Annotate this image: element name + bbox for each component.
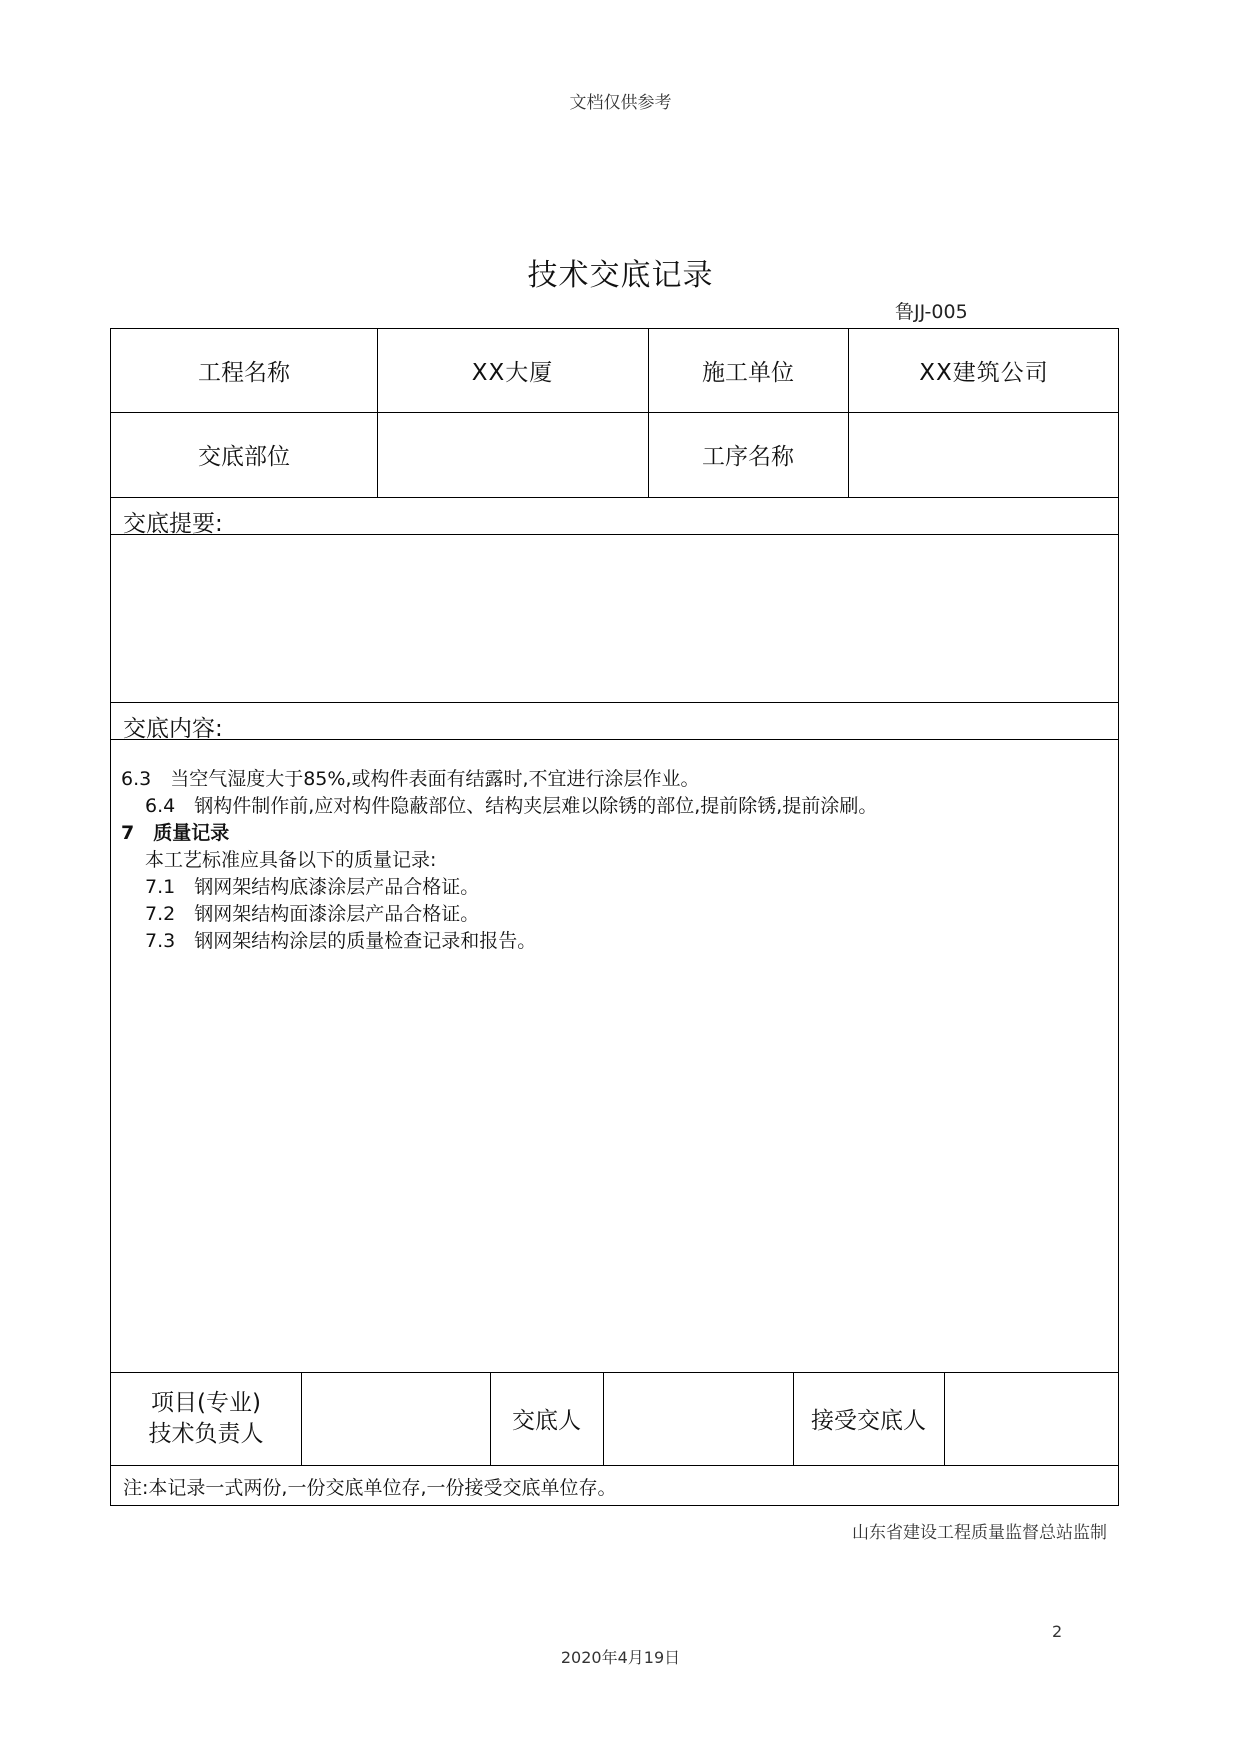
section-heading: 7 质量记录 <box>121 822 230 844</box>
row-divider <box>111 1465 1118 1466</box>
content-line: 7.1 钢网架结构底漆涂层产品合格证。 <box>145 876 480 898</box>
process-label: 工序名称 <box>702 444 794 470</box>
issuing-organization: 山东省建设工程质量监督总站监制 <box>852 1523 1107 1543</box>
content-line: 7.3 钢网架结构涂层的质量检查记录和报告。 <box>145 930 537 952</box>
row-divider <box>111 702 1118 703</box>
row-divider <box>111 497 1118 498</box>
project-name-label: 工程名称 <box>198 360 290 386</box>
process-value[interactable] <box>848 412 1120 497</box>
tech-lead-label-line2: 技术负责人 <box>148 1420 264 1447</box>
project-name-value: XX大厦 <box>471 360 554 386</box>
footer-date: 2020年4月19日 <box>560 1648 681 1667</box>
tech-lead-label-line1: 项目(专业) <box>151 1389 261 1416</box>
receiver-signature[interactable] <box>944 1372 1120 1465</box>
content-body <box>121 766 877 955</box>
location-label: 交底部位 <box>198 444 290 470</box>
disclosure-form <box>110 328 1119 1506</box>
header-note: 文档仅供参考 <box>569 93 672 113</box>
content-line: 本工艺标准应具备以下的质量记录: <box>145 849 437 871</box>
content-label: 交底内容: <box>123 716 223 742</box>
form-note: 注:本记录一式两份,一份交底单位存,一份接受交底单位存。 <box>123 1477 617 1499</box>
summary-area[interactable] <box>111 534 1118 702</box>
form-code: 鲁JJ-005 <box>895 301 968 323</box>
location-value[interactable] <box>377 412 648 497</box>
page-number: 2 <box>1052 1622 1063 1641</box>
presenter-label: 交底人 <box>512 1408 581 1434</box>
summary-label: 交底提要: <box>123 511 223 537</box>
document-title: 技术交底记录 <box>527 258 714 293</box>
tech-lead-label <box>111 1372 301 1465</box>
content-line: 6.3 当空气湿度大于85%,或构件表面有结露时,不宜进行涂层作业。 <box>121 768 700 790</box>
row-divider <box>111 739 1118 740</box>
content-line: 7.2 钢网架结构面漆涂层产品合格证。 <box>145 903 480 925</box>
content-line: 6.4 钢构件制作前,应对构件隐蔽部位、结构夹层难以除锈的部位,提前除锈,提前涂刷。 <box>145 795 878 817</box>
tech-lead-signature[interactable] <box>301 1372 490 1465</box>
presenter-signature[interactable] <box>603 1372 793 1465</box>
contractor-label: 施工单位 <box>702 360 794 386</box>
contractor-value: XX建筑公司 <box>919 360 1049 386</box>
receiver-label: 接受交底人 <box>811 1408 926 1434</box>
